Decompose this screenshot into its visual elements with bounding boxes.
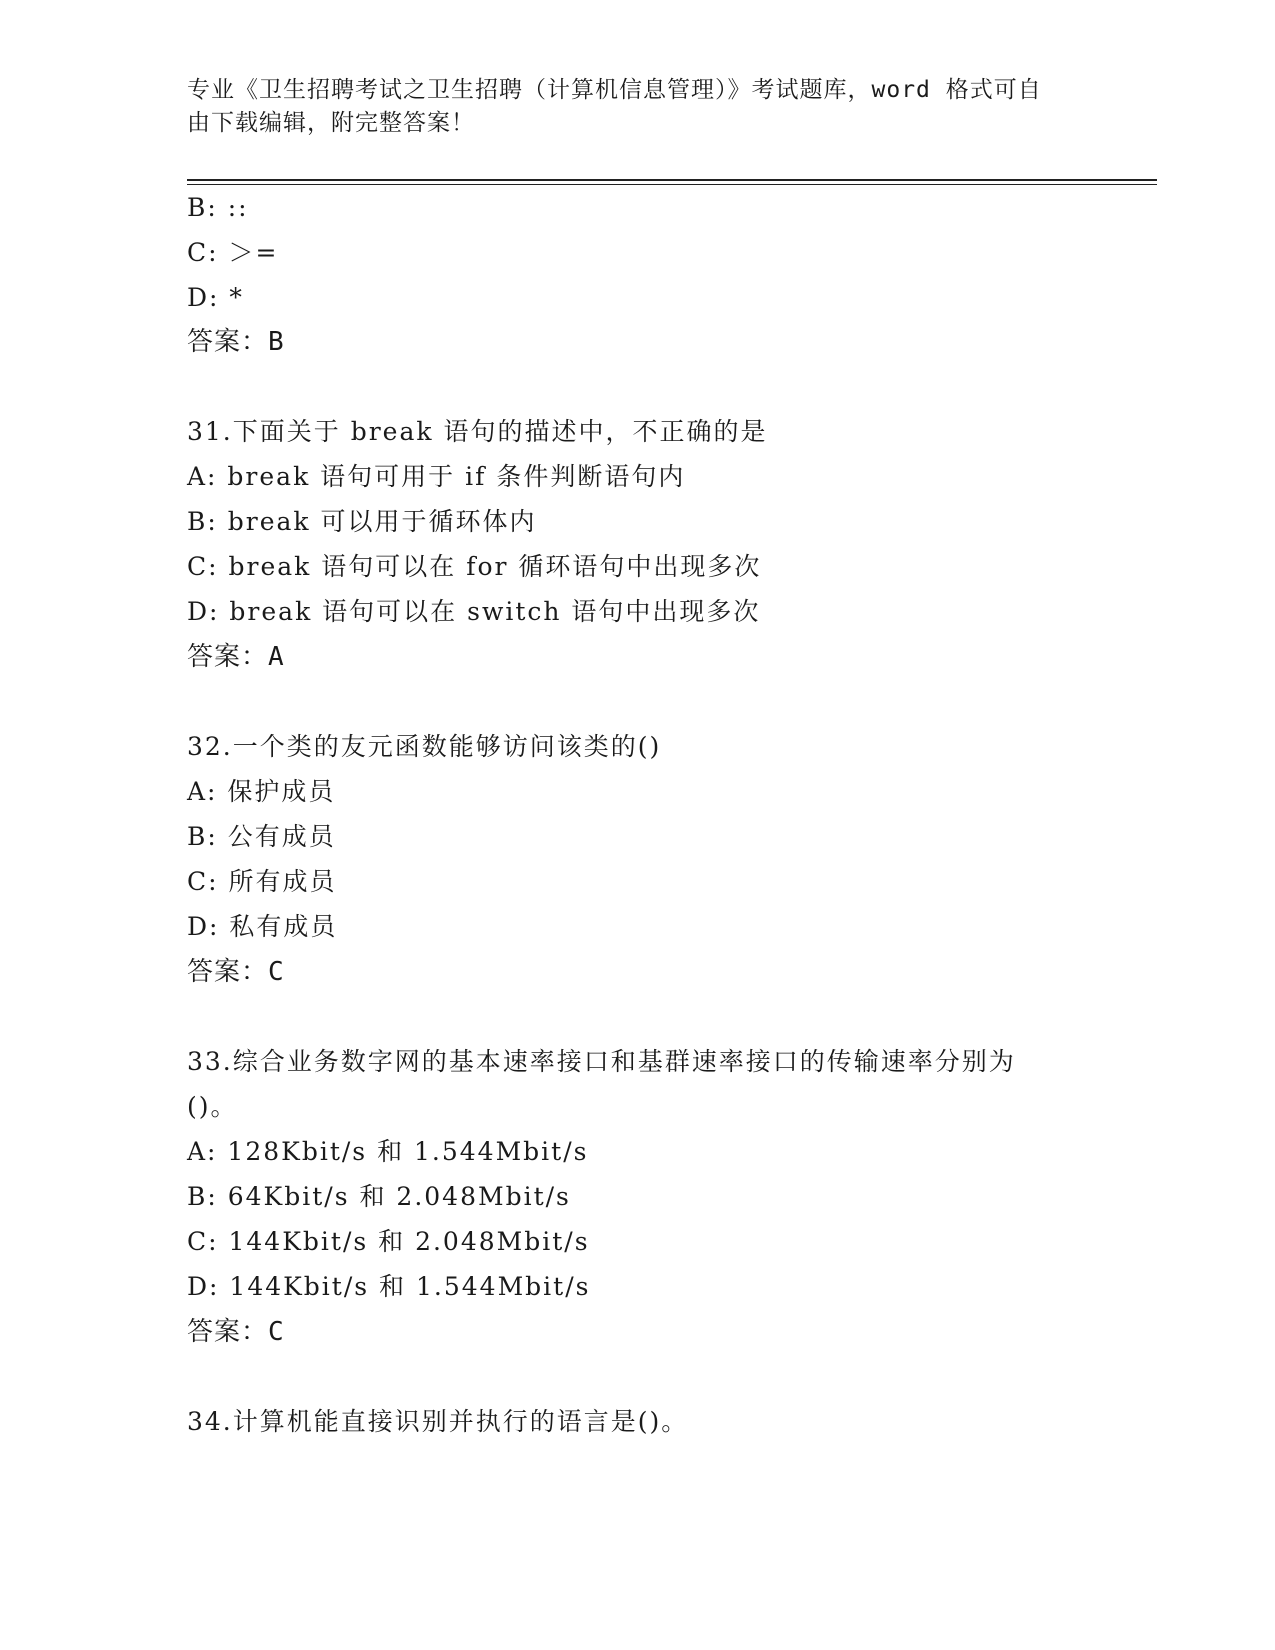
q33-option-b: B: 64Kbit/s 和 2.048Mbit/s [187, 1182, 571, 1211]
prev-option-c: C: ＞= [187, 238, 279, 267]
q32-option-b: B: 公有成员 [187, 822, 336, 851]
q33-option-d: D: 144Kbit/s 和 1.544Mbit/s [187, 1272, 591, 1301]
prev-option-b: B: :: [187, 193, 249, 222]
q33-option-a: A: 128Kbit/s 和 1.544Mbit/s [187, 1137, 589, 1166]
q33-stem-line-1: 33.综合业务数字网的基本速率接口和基群速率接口的传输速率分别为 [187, 1047, 1016, 1076]
prev-answer: 答案：B [187, 327, 285, 357]
header-line-2: 由下载编辑，附完整答案！ [187, 110, 475, 136]
q31-option-a: A: break 语句可用于 if 条件判断语句内 [187, 462, 686, 491]
q32-option-d: D: 私有成员 [187, 912, 338, 941]
q33-answer: 答案：C [187, 1317, 285, 1347]
q31-stem: 31.下面关于 break 语句的描述中，不正确的是 [187, 417, 768, 446]
q32-option-a: A: 保护成员 [187, 777, 336, 806]
header-divider-thick [187, 179, 1157, 181]
q32-option-c: C: 所有成员 [187, 867, 337, 896]
q31-option-d: D: break 语句可以在 switch 语句中出现多次 [187, 597, 761, 626]
prev-option-d: D: * [187, 283, 244, 312]
document-header [187, 74, 1067, 140]
q34-stem: 34.计算机能直接识别并执行的语言是()。 [187, 1407, 689, 1436]
q33-stem-line-2: ()。 [187, 1092, 238, 1121]
q31-option-c: C: break 语句可以在 for 循环语句中出现多次 [187, 552, 762, 581]
header-line-1: 专业《卫生招聘考试之卫生招聘（计算机信息管理）》考试题库，word 格式可自 [187, 77, 1042, 103]
q31-answer: 答案：A [187, 642, 285, 672]
q32-stem: 32.一个类的友元函数能够访问该类的() [187, 732, 662, 761]
header-divider-thin [187, 184, 1157, 185]
q32-answer: 答案：C [187, 957, 285, 987]
q33-option-c: C: 144Kbit/s 和 2.048Mbit/s [187, 1227, 590, 1256]
q31-option-b: B: break 可以用于循环体内 [187, 507, 537, 536]
